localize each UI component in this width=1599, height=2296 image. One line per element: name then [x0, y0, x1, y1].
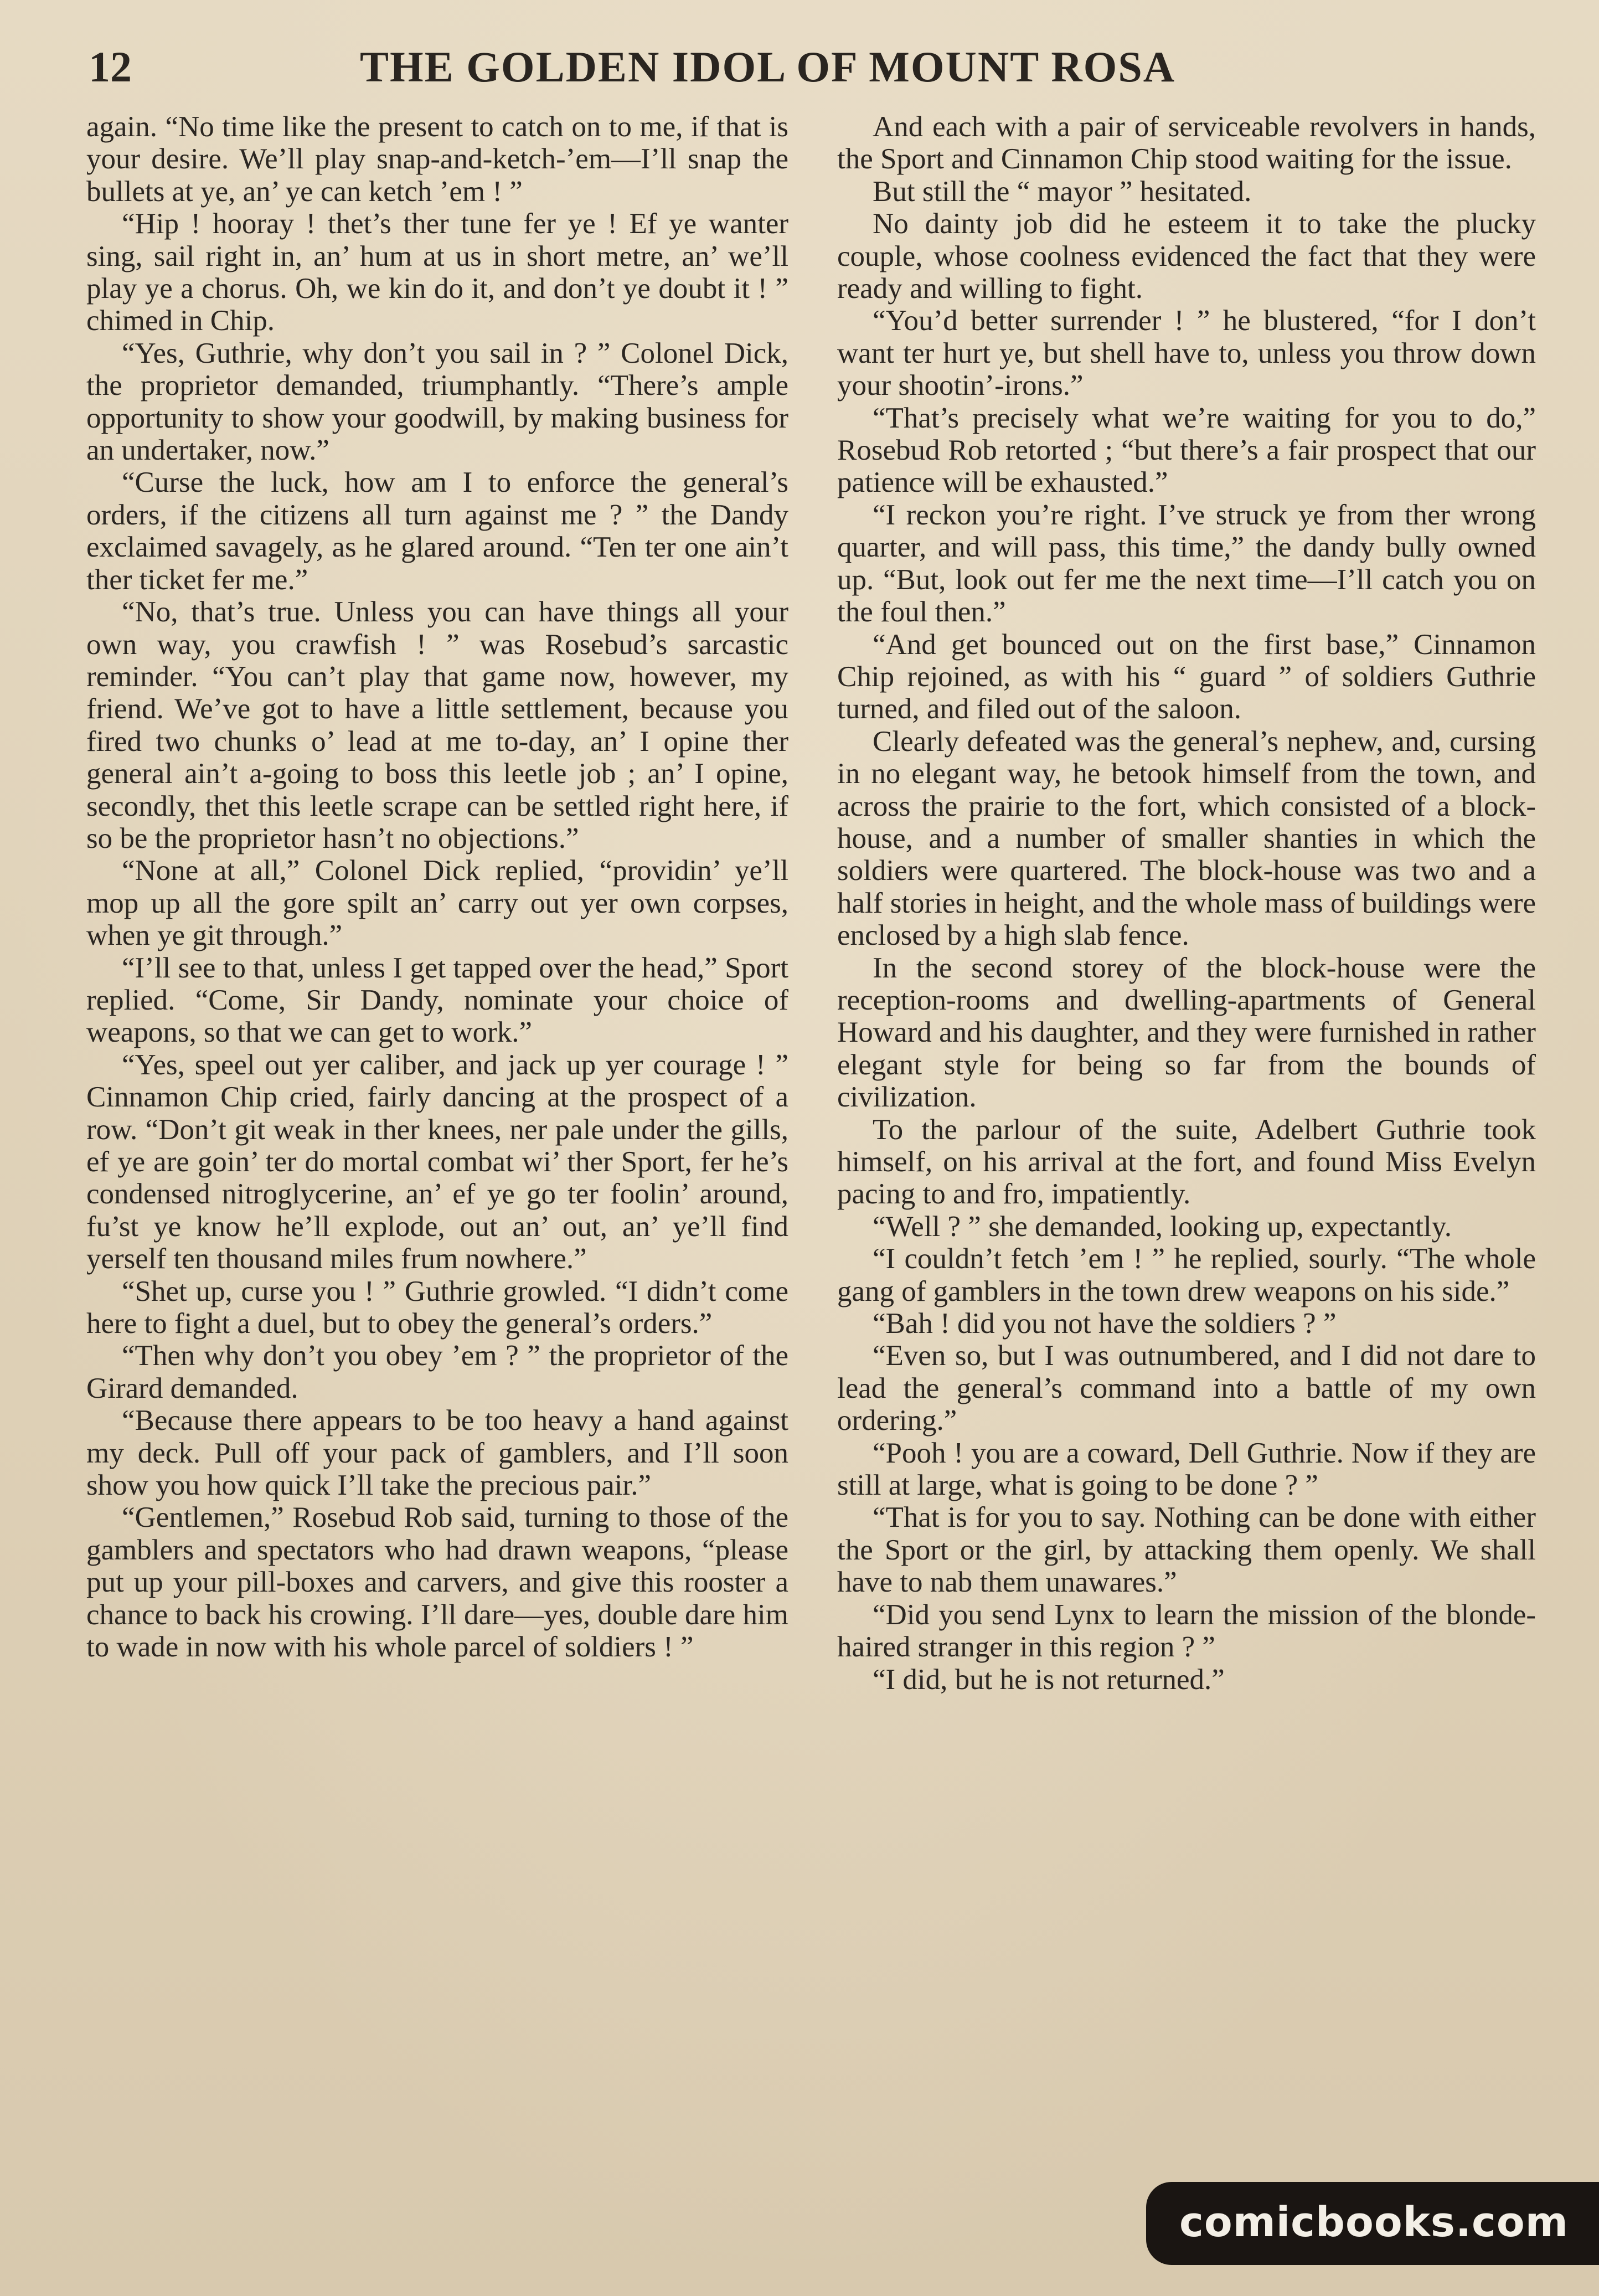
- paragraph: again. “No time like the present to catch on to me, if that is your desire. We’ll play snap-and-ketch-’em—I’ll snap the bullets at ye, an’ ye can ketch ’em ! ”: [86, 111, 788, 208]
- paragraph: But still the “ mayor ” hesitated.: [873, 175, 1252, 208]
- paragraph: “You’d better surrender ! ” he blustered, “for I don’t want ter hurt ye, but shell have to, unless you throw down your shootin’-irons.”: [837, 305, 1536, 402]
- paragraph: “No, that’s true. Unless you can have things all your own way, you crawfish ! ” was Rosebud’s sarcastic reminder. “You can’t play that game now, however, my friend. We’ve got to have a little settlement, because you fired two chunks o’ lead at me to-day, an’ I opine ther general ain’t a-going to boss this leetle job ; an’ I opine, secondly, thet this leetle scrape can be settled right here, if so be the proprietor hasn’t no objections.”: [86, 596, 788, 854]
- paragraph: “And get bounced out on the first base,” Cinnamon Chip rejoined, as with his “ guard ” of soldiers Guthrie turned, and filed out of the saloon.: [837, 628, 1536, 725]
- paragraph: “Then why don’t you obey ’em ? ” the proprietor of the Girard demanded.: [86, 1340, 788, 1404]
- paragraph: And each with a pair of serviceable revolvers in hands, the Sport and Cinnamon Chip stood waiting for the issue.: [837, 111, 1536, 176]
- paragraph: “Curse the luck, how am I to enforce the general’s orders, if the citizens all turn against me ? ” the Dandy exclaimed savagely, as he glared around. “Ten ter one ain’t ther ticket fer me.”: [86, 466, 788, 596]
- left-text-column: [86, 111, 788, 1664]
- paragraph: “I reckon you’re right. I’ve struck ye from ther wrong quarter, and will pass, this time,” the dandy bully owned up. “But, look out fer me the next time—I’ll catch you on the foul then.”: [837, 498, 1536, 629]
- paragraph: “That’s precisely what we’re waiting for you to do,” Rosebud Rob retorted ; “but there’s a fair prospect that our patience will be exhausted.”: [837, 401, 1536, 499]
- paragraph: No dainty job did he esteem it to take the plucky couple, whose coolness evidenced the fact that they were ready and willing to fight.: [837, 208, 1536, 305]
- paragraph: “Well ? ” she demanded, looking up, expectantly.: [873, 1210, 1452, 1243]
- watermark-badge: [1146, 2182, 1599, 2265]
- paragraph: Clearly defeated was the general’s nephew, and, cursing in no elegant way, he betook himself from the town, and across the prairie to the fort, which consisted of a block-house, and a number of smaller shanties in which the soldiers were quartered. The block-house was two and a half stories in height, and the whole mass of buildings were enclosed by a high slab fence.: [837, 725, 1536, 952]
- right-text-column: [837, 111, 1536, 1696]
- paragraph: “I’ll see to that, unless I get tapped over the head,” Sport replied. “Come, Sir Dandy, nominate your choice of weapons, so that we can get to work.”: [86, 951, 788, 1049]
- paragraph: “Pooh ! you are a coward, Dell Guthrie. Now if they are still at large, what is going to be done ? ”: [837, 1437, 1536, 1502]
- paragraph: To the parlour of the suite, Adelbert Guthrie took himself, on his arrival at the fort, and found Miss Evelyn pacing to and fro, impatiently.: [837, 1113, 1536, 1211]
- paragraph: “I couldn’t fetch ’em ! ” he replied, sourly. “The whole gang of gamblers in the town drew weapons on his side.”: [837, 1243, 1536, 1307]
- paragraph: “Bah ! did you not have the soldiers ? ”: [873, 1307, 1337, 1340]
- paragraph: “That is for you to say. Nothing can be done with either the Sport or the girl, by attacking them openly. We shall have to nab them unawares.”: [837, 1501, 1536, 1599]
- paragraph: “Even so, but I was outnumbered, and I did not dare to lead the general’s command into a battle of my own ordering.”: [837, 1340, 1536, 1437]
- watermark-text: comicbooks.com: [1179, 2199, 1569, 2246]
- paragraph: “Did you send Lynx to learn the mission of the blonde-haired stranger in this region ? ”: [837, 1598, 1536, 1664]
- page-header: [89, 38, 1545, 110]
- paragraph: “Hip ! hooray ! thet’s ther tune fer ye ! Ef ye wanter sing, sail right in, an’ hum at us in short metre, an’ we’ll play ye a chorus. Oh, we kin do it, and don’t ye doubt it ! ” chimed in Chip.: [86, 208, 788, 337]
- page-number: 12: [89, 43, 132, 91]
- paragraph: “Shet up, curse you ! ” Guthrie growled. “I didn’t come here to fight a duel, but to obey the general’s orders.”: [86, 1275, 788, 1340]
- running-title: THE GOLDEN IDOL OF MOUNT ROSA: [360, 43, 1176, 91]
- paragraph: “None at all,” Colonel Dick replied, “providin’ ye’ll mop up all the gore spilt an’ carry out yer own corpses, when ye git through.”: [86, 854, 788, 952]
- paragraph: “I did, but he is not returned.”: [873, 1663, 1225, 1696]
- paragraph: “Yes, Guthrie, why don’t you sail in ? ” Colonel Dick, the proprietor demanded, triumphantly. “There’s ample opportunity to show your goodwill, by making business for an undertaker, now.”: [86, 337, 788, 467]
- paragraph: “Because there appears to be too heavy a hand against my deck. Pull off your pack of gamblers, and I’ll soon show you how quick I’ll take the precious pair.”: [86, 1404, 788, 1502]
- paragraph: In the second storey of the block-house were the reception-rooms and dwelling-apartments of General Howard and his daughter, and they were furnished in rather elegant style for being so far from the bounds of civilization.: [837, 951, 1536, 1114]
- paragraph: “Gentlemen,” Rosebud Rob said, turning to those of the gamblers and spectators who had drawn weapons, “please put up your pill-boxes and carvers, and give this rooster a chance to back his crowing. I’ll dare—yes, double dare him to wade in now with his whole parcel of soldiers ! ”: [86, 1501, 788, 1664]
- paragraph: “Yes, speel out yer caliber, and jack up yer courage ! ” Cinnamon Chip cried, fairly dancing at the prospect of a row. “Don’t git weak in ther knees, ner pale under the gills, ef ye are goin’ ter do mortal combat wi’ ther Sport, fer he’s condensed nitroglycerine, an’ ef ye go ter foolin’ around, fu’st ye know he’ll explode, out an’ out, an’ ye’ll find yerself ten thousand miles frum nowhere.”: [86, 1048, 788, 1275]
